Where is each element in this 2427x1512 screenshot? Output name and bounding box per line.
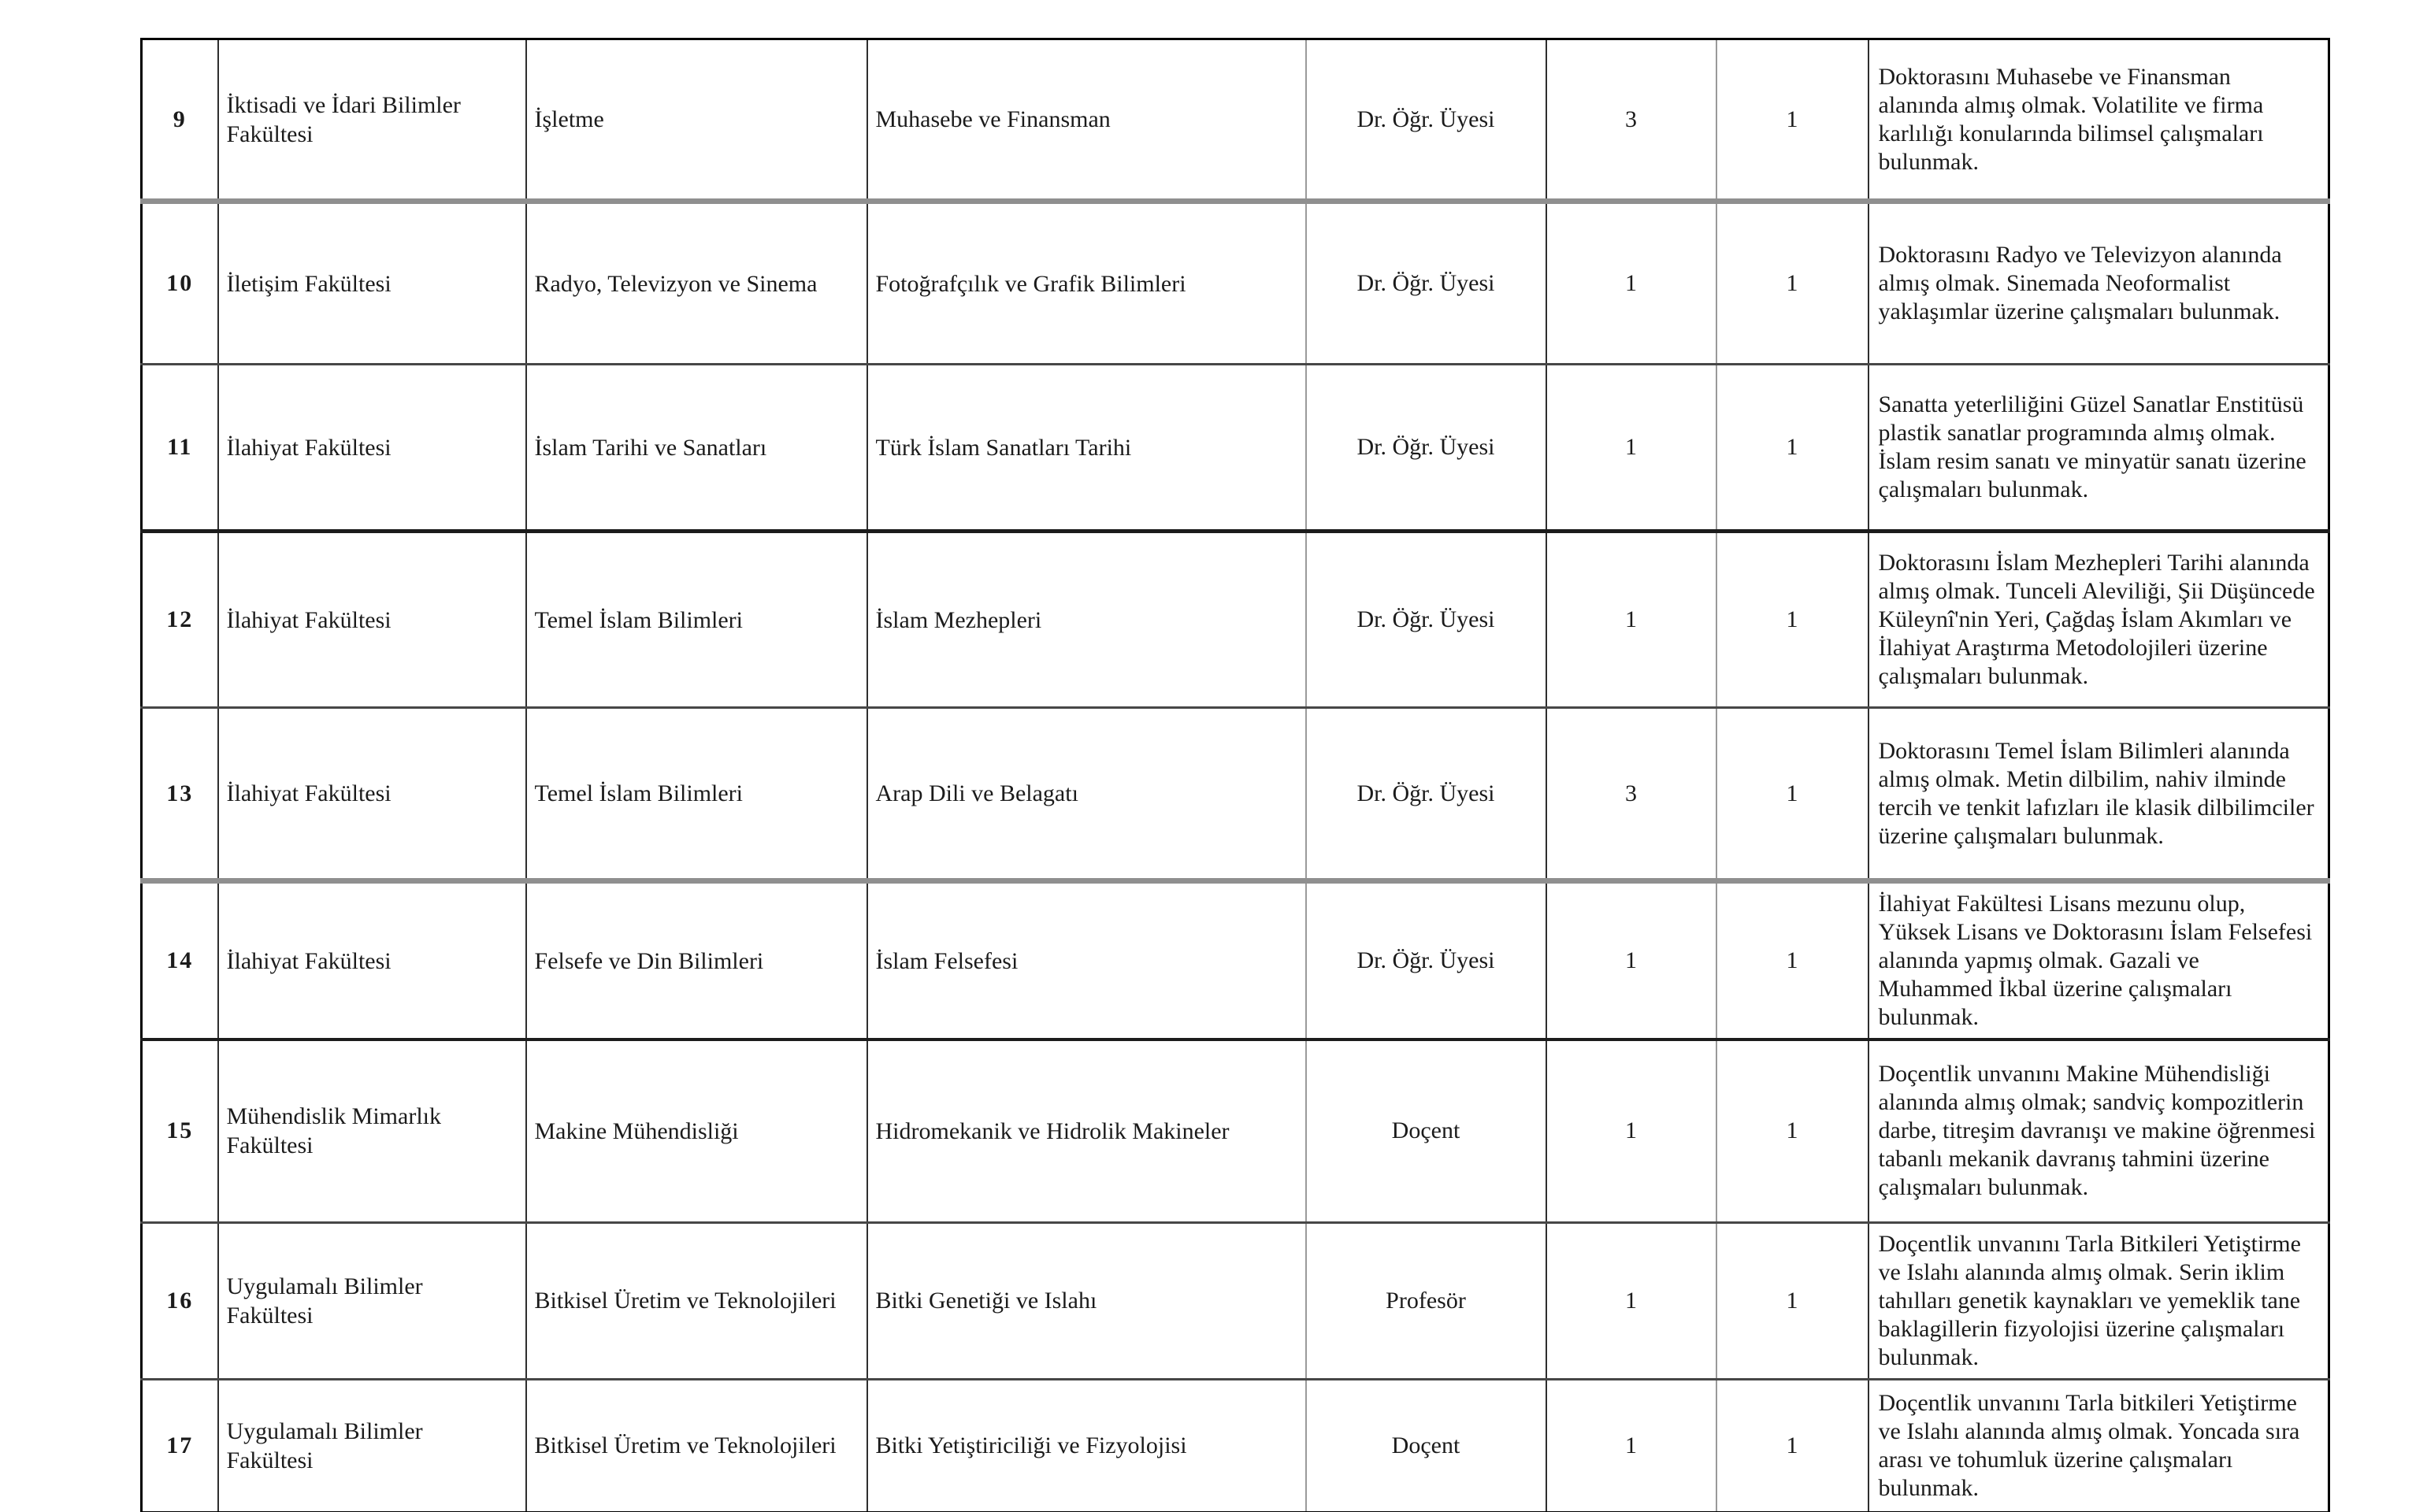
cell-count: 1 <box>1716 1222 1868 1379</box>
cell-faculty: İlahiyat Fakültesi <box>218 708 526 881</box>
table-row <box>142 39 2329 202</box>
cell-department: Makine Mühendisliği <box>526 1040 867 1222</box>
cell-department: Bitkisel Üretim ve Teknolojileri <box>526 1222 867 1379</box>
cell-title: Dr. Öğr. Üyesi <box>1306 39 1546 202</box>
cell-department: Felsefe ve Din Bilimleri <box>526 881 867 1040</box>
table-row <box>142 532 2329 708</box>
cell-field: Fotoğrafçılık ve Grafik Bilimleri <box>867 202 1306 365</box>
cell-department: İşletme <box>526 39 867 202</box>
cell-field: İslam Felsefesi <box>867 881 1306 1040</box>
cell-faculty: Uygulamalı Bilimler Fakültesi <box>218 1379 526 1512</box>
faculty-positions-table <box>140 38 2330 1512</box>
cell-field: Bitki Genetiği ve Islahı <box>867 1222 1306 1379</box>
cell-requirement: İlahiyat Fakültesi Lisans mezunu olup, Yüksek Lisans ve Doktorasını İslam Felsefesi alanında yapmış olmak. Gazali ve Muhammed İkbal üzerine çalışmaları bulunmak. <box>1868 881 2329 1040</box>
cell-row-number: 14 <box>142 881 218 1040</box>
cell-faculty: Mühendislik Mimarlık Fakültesi <box>218 1040 526 1222</box>
cell-count: 1 <box>1716 365 1868 532</box>
cell-row-number: 17 <box>142 1379 218 1512</box>
cell-requirement: Doçentlik unvanını Makine Mühendisliği alanında almış olmak; sandviç kompozitlerin darbe, titreşim davranışı ve makine öğrenmesi tabanlı mekanik davranış tahmini üzerine çalışmaları bulunmak. <box>1868 1040 2329 1222</box>
cell-degree: 1 <box>1546 532 1716 708</box>
cell-department: Radyo, Televizyon ve Sinema <box>526 202 867 365</box>
cell-title: Dr. Öğr. Üyesi <box>1306 881 1546 1040</box>
cell-row-number: 15 <box>142 1040 218 1222</box>
cell-row-number: 9 <box>142 39 218 202</box>
cell-degree: 1 <box>1546 1222 1716 1379</box>
cell-degree: 3 <box>1546 39 1716 202</box>
cell-faculty: Uygulamalı Bilimler Fakültesi <box>218 1222 526 1379</box>
cell-field: İslam Mezhepleri <box>867 532 1306 708</box>
cell-field: Muhasebe ve Finansman <box>867 39 1306 202</box>
table-row <box>142 708 2329 881</box>
cell-field: Hidromekanik ve Hidrolik Makineler <box>867 1040 1306 1222</box>
cell-degree: 1 <box>1546 365 1716 532</box>
cell-department: Temel İslam Bilimleri <box>526 532 867 708</box>
cell-row-number: 11 <box>142 365 218 532</box>
cell-title: Dr. Öğr. Üyesi <box>1306 365 1546 532</box>
cell-title: Dr. Öğr. Üyesi <box>1306 532 1546 708</box>
cell-degree: 1 <box>1546 881 1716 1040</box>
cell-degree: 1 <box>1546 202 1716 365</box>
cell-department: Bitkisel Üretim ve Teknolojileri <box>526 1379 867 1512</box>
cell-title: Dr. Öğr. Üyesi <box>1306 202 1546 365</box>
cell-count: 1 <box>1716 202 1868 365</box>
cell-title: Profesör <box>1306 1222 1546 1379</box>
cell-faculty: İlahiyat Fakültesi <box>218 532 526 708</box>
table-row <box>142 1379 2329 1512</box>
cell-count: 1 <box>1716 1040 1868 1222</box>
cell-degree: 1 <box>1546 1040 1716 1222</box>
cell-degree: 3 <box>1546 708 1716 881</box>
cell-count: 1 <box>1716 1379 1868 1512</box>
cell-requirement: Doktorasını İslam Mezhepleri Tarihi alanında almış olmak. Tunceli Aleviliği, Şii Düşüncede Küleynî'nin Yeri, Çağdaş İslam Akımları ve İlahiyat Araştırma Metodolojileri üzerine çalışmaları bulunmak. <box>1868 532 2329 708</box>
cell-requirement: Doktorasını Muhasebe ve Finansman alanında almış olmak. Volatilite ve firma karlılığı konularında bilimsel çalışmaları bulunmak. <box>1868 39 2329 202</box>
cell-department: İslam Tarihi ve Sanatları <box>526 365 867 532</box>
cell-row-number: 10 <box>142 202 218 365</box>
cell-requirement: Sanatta yeterliliğini Güzel Sanatlar Enstitüsü plastik sanatlar programında almış olmak. İslam resim sanatı ve minyatür sanatı üzerine çalışmaları bulunmak. <box>1868 365 2329 532</box>
table-row <box>142 1222 2329 1379</box>
cell-degree: 1 <box>1546 1379 1716 1512</box>
cell-requirement: Doktorasını Radyo ve Televizyon alanında almış olmak. Sinemada Neoformalist yaklaşımlar üzerine çalışmaları bulunmak. <box>1868 202 2329 365</box>
cell-faculty: İlahiyat Fakültesi <box>218 881 526 1040</box>
cell-title: Doçent <box>1306 1379 1546 1512</box>
cell-faculty: İktisadi ve İdari Bilimler Fakültesi <box>218 39 526 202</box>
cell-row-number: 12 <box>142 532 218 708</box>
table-row <box>142 365 2329 532</box>
cell-requirement: Doçentlik unvanını Tarla Bitkileri Yetiştirme ve Islahı alanında almış olmak. Serin iklim tahılları genetik kaynakları ve yemeklik tane baklagillerin fizyolojisi üzerine çalışmaları bulunmak. <box>1868 1222 2329 1379</box>
cell-count: 1 <box>1716 39 1868 202</box>
cell-row-number: 13 <box>142 708 218 881</box>
cell-field: Türk İslam Sanatları Tarihi <box>867 365 1306 532</box>
table-row <box>142 1040 2329 1222</box>
cell-field: Bitki Yetiştiriciliği ve Fizyolojisi <box>867 1379 1306 1512</box>
cell-row-number: 16 <box>142 1222 218 1379</box>
table-row <box>142 881 2329 1040</box>
cell-requirement: Doktorasını Temel İslam Bilimleri alanında almış olmak. Metin dilbilim, nahiv ilminde tercih ve tenkit lafızları ile klasik dilbilimciler üzerine çalışmaları bulunmak. <box>1868 708 2329 881</box>
cell-title: Dr. Öğr. Üyesi <box>1306 708 1546 881</box>
cell-count: 1 <box>1716 532 1868 708</box>
cell-requirement: Doçentlik unvanını Tarla bitkileri Yetiştirme ve Islahı alanında almış olmak. Yoncada sıra arası ve tohumluk üzerine çalışmaları bulunmak. <box>1868 1379 2329 1512</box>
cell-title: Doçent <box>1306 1040 1546 1222</box>
cell-department: Temel İslam Bilimleri <box>526 708 867 881</box>
cell-faculty: İletişim Fakültesi <box>218 202 526 365</box>
cell-count: 1 <box>1716 881 1868 1040</box>
cell-count: 1 <box>1716 708 1868 881</box>
cell-field: Arap Dili ve Belagatı <box>867 708 1306 881</box>
table-row <box>142 202 2329 365</box>
cell-faculty: İlahiyat Fakültesi <box>218 365 526 532</box>
